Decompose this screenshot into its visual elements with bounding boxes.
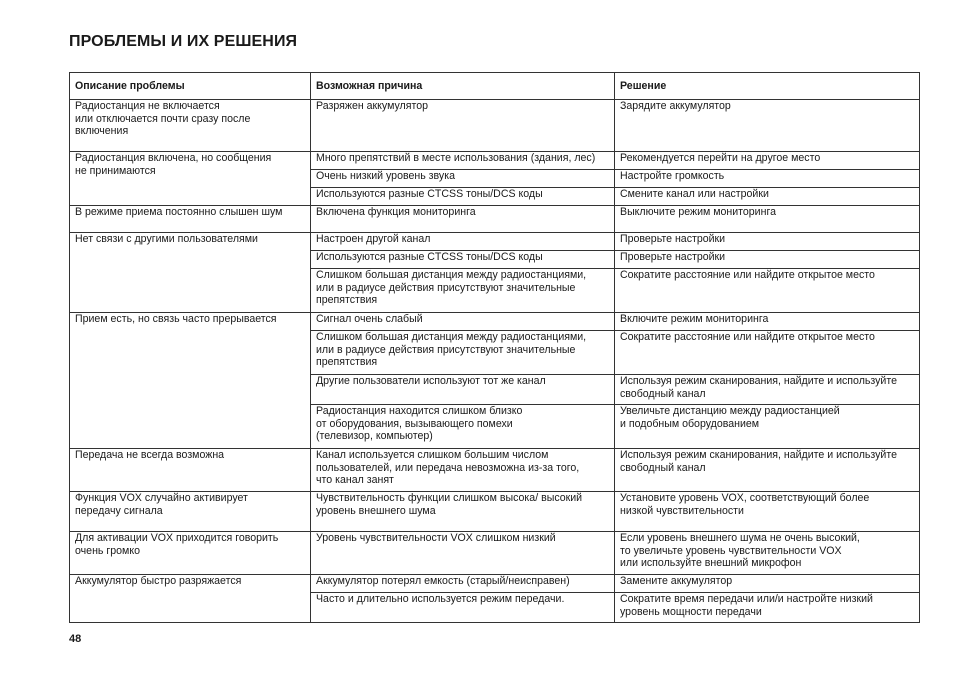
cause-cell: Включена функция мониторинга (311, 206, 615, 233)
cause-cell: Канал используется слишком большим числом пользователей, или передача невозможна из-за того, что канал занят (311, 449, 615, 492)
troubleshooting-table (69, 72, 920, 623)
solution-cell: Смените канал или настройки (615, 188, 920, 206)
solution-cell: Замените аккумулятор (615, 575, 920, 593)
cause-cell: Настроен другой канал (311, 233, 615, 251)
problem-cell: Прием есть, но связь часто прерывается (70, 313, 311, 449)
problem-cell: Функция VOX случайно активирует передачу сигнала (70, 492, 311, 532)
solution-cell: Используя режим сканирования, найдите и используйте свободный канал (615, 375, 920, 405)
header-problem: Описание проблемы (70, 73, 311, 100)
cause-cell: Часто и длительно используется режим передачи. (311, 593, 615, 623)
solution-cell: Сократите расстояние или найдите открытое место (615, 331, 920, 375)
solution-cell: Используя режим сканирования, найдите и используйте свободный канал (615, 449, 920, 492)
cause-cell: Чувствительность функции слишком высока/ высокий уровень внешнего шума (311, 492, 615, 532)
solution-cell: Увеличьте дистанцию между радиостанцией и подобным оборудованием (615, 405, 920, 449)
table-row (70, 206, 920, 233)
header-solution: Решение (615, 73, 920, 100)
cause-cell: Уровень чувствительности VOX слишком низкий (311, 532, 615, 575)
problem-cell: Радиостанция не включается или отключается почти сразу после включения (70, 100, 311, 152)
table-row (70, 233, 920, 251)
solution-cell: Проверьте настройки (615, 251, 920, 269)
table-row (70, 313, 920, 331)
cause-cell: Слишком большая дистанция между радиостанциями, или в радиусе действия присутствуют значительные препятствия (311, 331, 615, 375)
table-row (70, 100, 920, 152)
problem-cell: Передача не всегда возможна (70, 449, 311, 492)
page-number: 48 (69, 633, 82, 645)
problem-cell: В режиме приема постоянно слышен шум (70, 206, 311, 233)
cause-cell: Используются разные CTCSS тоны/DCS коды (311, 251, 615, 269)
header-cause: Возможная причина (311, 73, 615, 100)
table-header-row (70, 73, 920, 100)
table-row (70, 449, 920, 492)
table-row (70, 532, 920, 575)
solution-cell: Если уровень внешнего шума не очень высокий, то увеличьте уровень чувствительности VOX или используйте внешний микрофон (615, 532, 920, 575)
solution-cell: Рекомендуется перейти на другое место (615, 152, 920, 170)
solution-cell: Настройте громкость (615, 170, 920, 188)
table-row (70, 492, 920, 532)
solution-cell: Сократите расстояние или найдите открытое место (615, 269, 920, 313)
cause-cell: Аккумулятор потерял емкость (старый/неисправен) (311, 575, 615, 593)
solution-cell: Сократите время передачи или/и настройте низкий уровень мощности передачи (615, 593, 920, 623)
problem-cell: Для активации VOX приходится говорить очень громко (70, 532, 311, 575)
solution-cell: Зарядите аккумулятор (615, 100, 920, 152)
problem-cell: Аккумулятор быстро разряжается (70, 575, 311, 623)
cause-cell: Слишком большая дистанция между радиостанциями, или в радиусе действия присутствуют значительные препятствия (311, 269, 615, 313)
table-row (70, 575, 920, 593)
cause-cell: Используются разные CTCSS тоны/DCS коды (311, 188, 615, 206)
problem-cell: Радиостанция включена, но сообщения не принимаются (70, 152, 311, 206)
solution-cell: Включите режим мониторинга (615, 313, 920, 331)
cause-cell: Радиостанция находится слишком близко от оборудования, вызывающего помехи (телевизор, компьютер) (311, 405, 615, 449)
cause-cell: Очень низкий уровень звука (311, 170, 615, 188)
cause-cell: Сигнал очень слабый (311, 313, 615, 331)
cause-cell: Много препятствий в месте использования (здания, лес) (311, 152, 615, 170)
solution-cell: Проверьте настройки (615, 233, 920, 251)
solution-cell: Установите уровень VOX, соответствующий более низкой чувствительности (615, 492, 920, 532)
cause-cell: Другие пользователи используют тот же канал (311, 375, 615, 405)
problem-cell: Нет связи с другими пользователями (70, 233, 311, 313)
table-row (70, 152, 920, 170)
page-title: ПРОБЛЕМЫ И ИХ РЕШЕНИЯ (69, 33, 298, 50)
solution-cell: Выключите режим мониторинга (615, 206, 920, 233)
cause-cell: Разряжен аккумулятор (311, 100, 615, 152)
